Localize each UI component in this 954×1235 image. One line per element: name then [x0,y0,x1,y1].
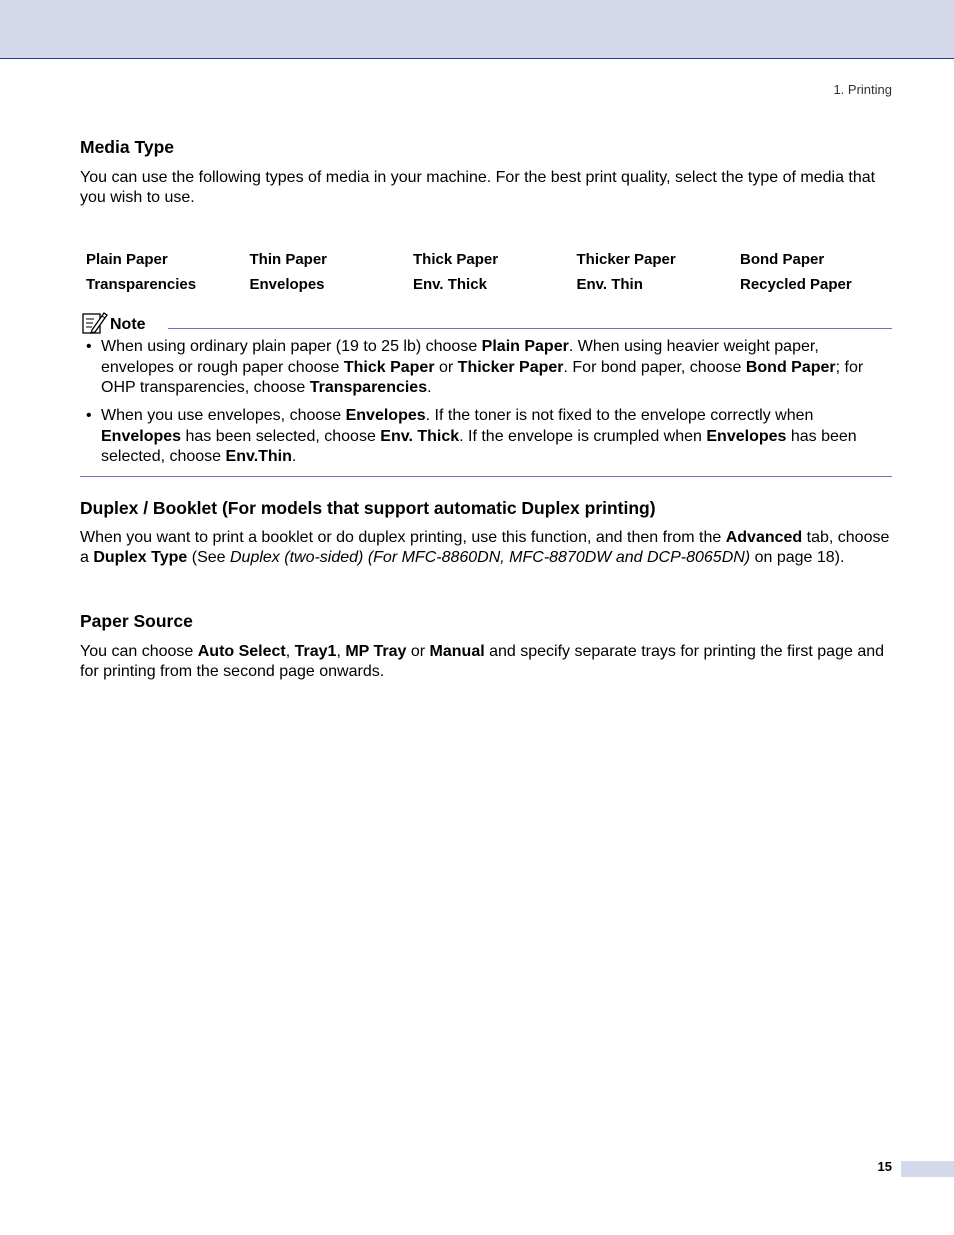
media-cell: Recycled Paper [740,276,852,293]
duplex-cross-reference[interactable]: Duplex (two-sided) (For MFC-8860DN, MFC-8870DW and DCP-8065DN) [229,549,751,566]
duplex-heading: Duplex / Booklet (For models that support automatic Duplex printing) [80,498,656,518]
media-cell: Bond Paper [740,251,825,268]
media-cell: Env. Thin [576,276,643,293]
media-cell: Plain Paper [86,251,168,268]
paper-source-heading: Paper Source [80,611,193,631]
note-top-rule [168,328,892,329]
media-cell: Thick Paper [413,251,499,268]
note-header [80,308,892,334]
footer-band [901,1161,954,1177]
running-head: 1. Printing [833,82,892,97]
note-bullet-1: • When using ordinary plain paper (19 to 25 lb) choose Plain Paper. When using heavier weight paper, envelopes or rough paper choose Thick Paper or Thicker Paper. For bond paper, choose Bond Paper; for OHP transparencies, choose Transparencies. [86,338,864,396]
media-cell: Transparencies [86,276,197,293]
note-bottom-rule [80,476,892,477]
table-row [86,247,906,272]
bullet-dot: • [86,338,92,355]
table-row [86,272,906,297]
page-number: 15 [877,1159,892,1174]
media-cell: Envelopes [249,276,325,293]
duplex-paragraph: When you want to print a booklet or do duplex printing, use this function, and then from the Advanced tab, choose a Duplex Type (See Duplex (two-sided) (For MFC-8860DN, MFC-8870DW and DCP-8065DN) on page 18). [80,529,890,566]
media-type-heading: Media Type [80,137,175,157]
note-label: Note [110,316,146,333]
media-type-table [86,247,906,297]
media-cell: Thin Paper [249,251,328,268]
note-bullet-2: • When you use envelopes, choose Envelopes. If the toner is not fixed to the envelope correctly when Envelopes has been selected, choose Env. Thick. If the envelope is crumpled when Envelopes has been selected, choose Env.Thin. [86,407,857,465]
bullet-dot: • [86,407,92,424]
media-cell: Env. Thick [413,276,487,293]
note-pencil-icon [82,310,108,334]
paper-source-paragraph: You can choose Auto Select, Tray1, MP Tray or Manual and specify separate trays for printing the first page and for printing from the second page onwards. [80,643,885,680]
header-band [0,0,954,59]
media-cell: Thicker Paper [576,251,676,268]
media-type-intro: You can use the following types of media in your machine. For the best print quality, select the type of media that you wish to use. [80,169,876,206]
